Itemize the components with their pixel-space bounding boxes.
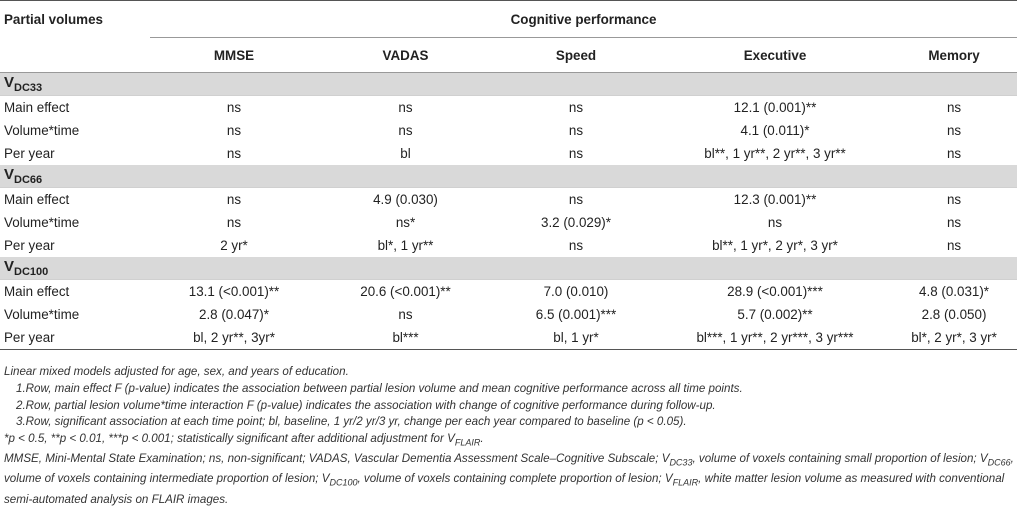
table-cell: ns <box>946 192 962 207</box>
table-cell: bl*** <box>318 326 493 350</box>
table-cell: ns <box>946 215 962 230</box>
footnote-abbreviations: MMSE, Mini-Mental State Examination; ns, non-significant; VADAS, Vascular Dementia Assessment Scale–Cognitive Subscale; $V_{DC33}$, volume of voxels containing small proportion of lesion; $V_{DC66}$, volume of voxels containing intermediate proportion of lesion; $V_{DC100}$, volume of voxels containing complete proportion of lesion; $V_{FLAIR}$, white matter lesion volume as measured with conventional semi-automated analysis on FLAIR images. <box>4 452 1014 506</box>
row-label: Per year <box>4 146 55 161</box>
table-row <box>0 96 1017 120</box>
col-header-mmse: MMSE <box>150 38 318 73</box>
table-cell: ns <box>398 123 413 138</box>
table-row <box>0 303 1017 326</box>
table-cell: 7.0 (0.010) <box>543 284 609 299</box>
row-header-label: Partial volumes <box>4 11 103 27</box>
table-cell: 5.7 (0.002)** <box>737 307 813 322</box>
table-cell: ns <box>568 192 584 207</box>
table-cell: ns <box>398 307 413 322</box>
footnote-row1: 1.Row, main effect F (p-value) indicates the association between partial lesion volume and mean cognitive performance across all time points. <box>16 381 743 395</box>
row-label: Main effect <box>4 284 70 299</box>
table-cell: ns <box>568 146 584 161</box>
table-cell: ns <box>568 123 584 138</box>
row-label: Main effect <box>4 100 70 115</box>
table-cell: ns <box>226 100 242 115</box>
table-row <box>0 326 1017 350</box>
footnote-adjusted: Linear mixed models adjusted for age, sex, and years of education. <box>4 365 349 378</box>
table-cell: ns <box>226 123 242 138</box>
table-cell: ns* <box>395 215 416 230</box>
table-cell: bl, 1 yr* <box>493 326 659 350</box>
section-header-vdc100: $V_{DC100}$ <box>0 257 1017 280</box>
table-cell: bl*, 2 yr*, 3 yr* <box>891 326 1017 350</box>
table-row <box>0 142 1017 165</box>
table-row <box>0 188 1017 212</box>
table-cell: 12.1 (0.001)** <box>733 100 817 115</box>
table-cell: 12.3 (0.001)** <box>733 192 817 207</box>
col-header-executive: Executive <box>659 38 891 73</box>
table-cell: 2.8 (0.050) <box>921 307 987 322</box>
col-header-memory: Memory <box>891 38 1017 73</box>
table-cell: bl, 2 yr**, 3yr* <box>150 326 318 350</box>
table-cell: bl**, 1 yr*, 2 yr*, 3 yr* <box>712 238 838 253</box>
table-cell: 2.8 (0.047)* <box>199 307 269 322</box>
table-cell: 6.5 (0.001)*** <box>535 307 617 322</box>
row-label: Volume*time <box>4 215 80 230</box>
table-row <box>0 211 1017 234</box>
table-cell: ns <box>946 100 962 115</box>
group-header: Cognitive performance <box>150 1 1017 38</box>
table-cell: 28.9 (<0.001)*** <box>727 284 823 299</box>
empty-header-cell <box>0 38 150 73</box>
footnote-significance: *p < 0.5, **p < 0.01, ***p < 0.001; statistically significant after additional adjustment for $V_{FLAIR}$. <box>4 432 484 448</box>
table-cell: ns <box>568 100 584 115</box>
table-cell: 3.2 (0.029)* <box>541 215 611 230</box>
table-cell: bl***, 1 yr**, 2 yr***, 3 yr*** <box>659 326 891 350</box>
row-label: Per year <box>0 326 150 350</box>
table-cell: ns <box>946 146 962 161</box>
table-cell: 4.8 (0.031)* <box>919 284 990 299</box>
row-label: Volume*time <box>4 307 80 322</box>
table-cell: ns <box>226 192 242 207</box>
table-cell: 4.1 (0.011)* <box>740 123 810 138</box>
table-row <box>0 234 1017 257</box>
table-cell: 13.1 (<0.001)** <box>188 284 280 299</box>
row-label: Per year <box>4 238 55 253</box>
col-header-speed: Speed <box>493 38 659 73</box>
table-cell: 4.9 (0.030) <box>373 192 438 207</box>
table-cell: ns <box>946 123 962 138</box>
footnote-row3: 3.Row, significant association at each time point; bl, baseline, 1 yr/2 yr/3 yr, change per each year compared to baseline (p < 0.05). <box>16 415 687 429</box>
row-label: Volume*time <box>4 123 80 138</box>
table-cell: ns <box>226 146 242 161</box>
table-cell: ns <box>946 238 962 253</box>
table-cell: ns <box>226 215 242 230</box>
table-cell: 2 yr* <box>220 238 248 253</box>
table-cell: ns <box>767 215 783 230</box>
footnote-row2: 2.Row, partial lesion volume*time interaction F (p-value) indicates the association with change of cognitive performance during follow-up. <box>16 398 716 412</box>
table-cell: ns <box>398 100 413 115</box>
table-row <box>0 280 1017 304</box>
row-label: Main effect <box>4 192 70 207</box>
table-row <box>0 119 1017 142</box>
table-cell: 20.6 (<0.001)** <box>360 284 451 299</box>
col-header-vadas: VADAS <box>318 38 493 73</box>
section-header-vdc66: $V_{DC66}$ <box>0 165 1017 188</box>
section-header-vdc33: $V_{DC33}$ <box>0 73 1017 96</box>
table-cell: bl <box>400 146 411 161</box>
table-cell: bl*, 1 yr** <box>377 238 434 253</box>
table-cell: bl**, 1 yr**, 2 yr**, 3 yr** <box>704 146 846 161</box>
table-cell: ns <box>568 238 584 253</box>
table-footnotes <box>4 364 1014 508</box>
